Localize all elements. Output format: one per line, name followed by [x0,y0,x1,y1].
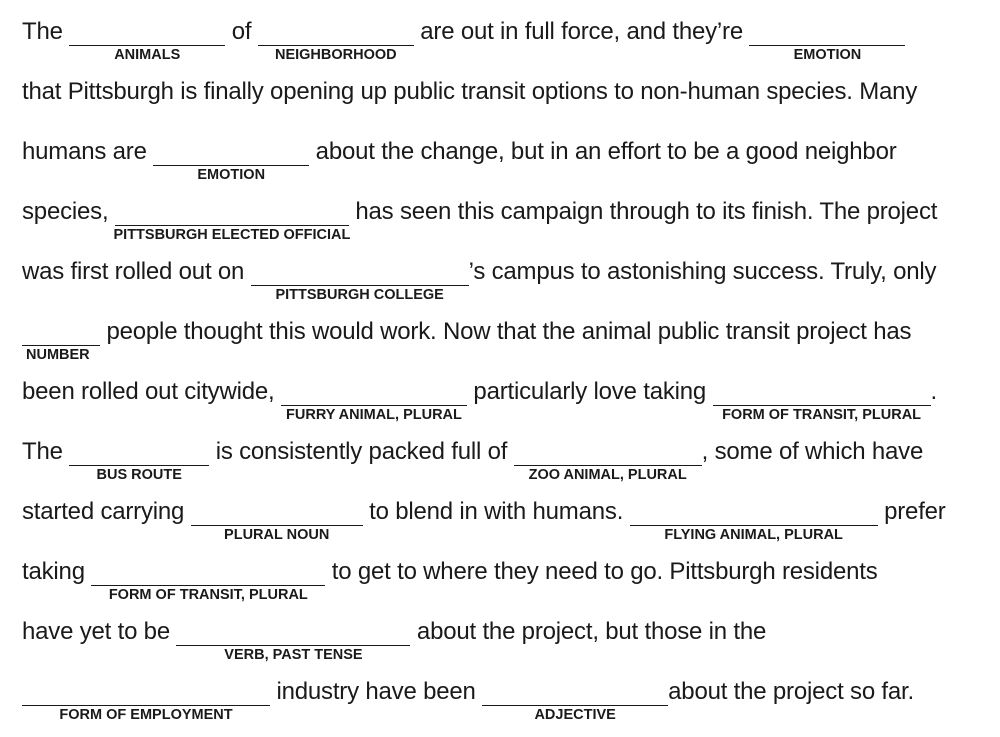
blank-hint-label: PITTSBURGH ELECTED OFFICIAL [113,227,351,243]
story-line [22,254,982,314]
story-text: been rolled out citywide, [22,378,281,405]
story-text: particularly love taking [466,378,713,405]
story-text: has seen this campaign through to its finish. The project [348,198,938,225]
blank-hint-label: NUMBER [26,347,90,363]
blank-hint-label: FLYING ANIMAL, PLURAL [664,527,843,543]
blank-hint-label: ADJECTIVE [534,707,616,723]
story-text: about the change, but in an effort to be a good neighbor [309,138,897,165]
story-line [22,74,982,134]
story-text: , some of which have [701,438,924,465]
story-text: about the project, but those in the [410,618,767,645]
story-text: started carrying [22,498,191,525]
story-line [22,554,982,614]
fill-in-blank[interactable] [482,674,668,723]
blank-hint-label: EMOTION [197,167,266,183]
blank-hint-label: FORM OF TRANSIT, PLURAL [108,587,308,603]
fill-in-blank[interactable] [22,674,270,723]
story-line [22,674,982,734]
fill-in-blank[interactable] [251,254,469,303]
fill-in-blank[interactable] [22,314,100,363]
story-text: industry have been [270,678,483,705]
story-text: was first rolled out on [22,258,251,285]
story-text: species, [22,198,115,225]
story-line [22,194,982,254]
blank-hint-label: FORM OF EMPLOYMENT [59,707,233,723]
story-text: taking [22,558,92,585]
blank-hint-label: PLURAL NOUN [224,527,330,543]
story-text: about the project so far. [668,678,914,705]
story-text: of [225,18,258,45]
fill-in-blank[interactable] [514,434,702,483]
story-line [22,494,982,554]
story-line [22,134,982,194]
story-text: . [930,378,938,405]
story-text: ’s campus to astonishing success. Truly, only [468,258,937,285]
story-text: The [22,438,70,465]
fill-in-blank[interactable] [749,14,905,63]
story-text: humans are [22,138,154,165]
story-text: prefer [877,498,946,525]
blank-hint-label: BUS ROUTE [96,467,182,483]
story-line [22,14,982,74]
blank-hint-label: PITTSBURGH COLLEGE [275,287,444,303]
blank-hint-label: ANIMALS [114,47,181,63]
fill-in-blank[interactable] [713,374,931,423]
story-text: The [22,18,70,45]
story-line [22,374,982,434]
fill-in-blank[interactable] [69,434,209,483]
story-text: is consistently packed full of [209,438,514,465]
blank-hint-label: FURRY ANIMAL, PLURAL [286,407,462,423]
fill-in-blank[interactable] [69,14,225,63]
story-line [22,314,982,374]
fill-in-blank[interactable] [176,614,410,663]
story-text: are out in full force, and they’re [413,18,750,45]
fill-in-blank[interactable] [113,194,351,243]
blank-hint-label: NEIGHBORHOOD [274,47,397,63]
blank-hint-label: ZOO ANIMAL, PLURAL [528,467,687,483]
fill-in-blank[interactable] [191,494,363,543]
fill-in-blank[interactable] [281,374,467,423]
story-line [22,614,982,674]
story-line [22,434,982,494]
blank-hint-label: FORM OF TRANSIT, PLURAL [722,407,922,423]
story-text: to get to where they need to go. Pittsburgh residents [325,558,878,585]
blank-hint-label: EMOTION [793,47,862,63]
fill-in-blank[interactable] [630,494,878,543]
fill-in-blank[interactable] [153,134,309,183]
story-text: people thought this would work. Now that the animal public transit project has [100,318,912,345]
story-text: that Pittsburgh is finally opening up public transit options to non-human species. Many [22,78,918,105]
blank-hint-label: VERB, PAST TENSE [224,647,363,663]
story-text: have yet to be [22,618,177,645]
madlibs-page [22,14,982,734]
fill-in-blank[interactable] [91,554,325,603]
fill-in-blank[interactable] [258,14,414,63]
story-text: to blend in with humans. [362,498,630,525]
